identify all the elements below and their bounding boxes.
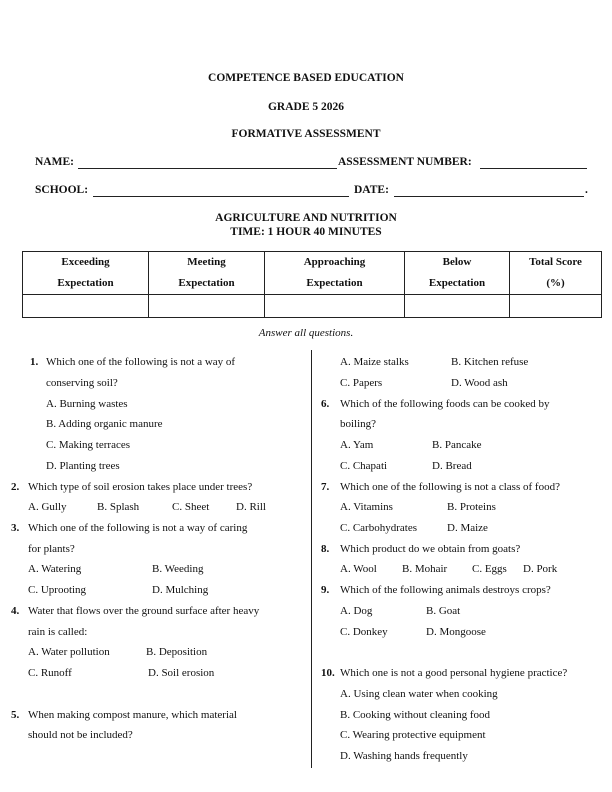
q4-number: 4. bbox=[11, 605, 20, 617]
q9-option-a[interactable]: A. Dog bbox=[340, 605, 373, 617]
q7-option-a[interactable]: A. Vitamins bbox=[340, 501, 393, 513]
school-field[interactable] bbox=[93, 196, 349, 197]
q10-option-a[interactable]: A. Using clean water when cooking bbox=[340, 688, 498, 700]
q6-option-b[interactable]: B. Pancake bbox=[432, 439, 482, 451]
header-assessment: FORMATIVE ASSESSMENT bbox=[231, 128, 381, 140]
score-cell-below[interactable] bbox=[405, 295, 510, 318]
exam-time: TIME: 1 HOUR 40 MINUTES bbox=[230, 226, 382, 238]
score-cell-exceeding[interactable] bbox=[23, 295, 149, 318]
q5-option-b[interactable]: B. Kitchen refuse bbox=[451, 356, 529, 368]
q1-option-c[interactable]: C. Making terraces bbox=[46, 439, 130, 451]
q10-option-b[interactable]: B. Cooking without cleaning food bbox=[340, 709, 491, 721]
score-table bbox=[22, 251, 602, 318]
q7-option-d[interactable]: D. Maize bbox=[447, 522, 488, 534]
q9-option-b[interactable]: B. Goat bbox=[426, 605, 461, 617]
q6-number: 6. bbox=[321, 398, 330, 410]
q5-option-c[interactable]: C. Papers bbox=[340, 377, 383, 389]
q2-option-c[interactable]: C. Sheet bbox=[172, 501, 210, 513]
q5-number: 5. bbox=[11, 709, 20, 721]
q5-option-a[interactable]: A. Maize stalks bbox=[340, 356, 409, 368]
q1-option-d[interactable]: D. Planting trees bbox=[46, 460, 120, 472]
q6-text-line2: boiling? bbox=[340, 418, 377, 430]
q3-option-d[interactable]: D. Mulching bbox=[152, 584, 209, 596]
column-divider bbox=[311, 350, 312, 768]
q1-option-b[interactable]: B. Adding organic manure bbox=[46, 418, 163, 430]
date-end-mark: . bbox=[585, 184, 588, 196]
q9-option-c[interactable]: C. Donkey bbox=[340, 626, 388, 638]
q6-option-d[interactable]: D. Bread bbox=[432, 460, 472, 472]
q5-text-line1: When making compost manure, which material bbox=[28, 709, 237, 721]
q6-option-a[interactable]: A. Yam bbox=[340, 439, 374, 451]
date-label: DATE: bbox=[354, 184, 389, 196]
score-cell-total[interactable] bbox=[510, 295, 602, 318]
q1-number: 1. bbox=[30, 356, 39, 368]
score-cell-meeting[interactable] bbox=[149, 295, 265, 318]
q4-text-line1: Water that flows over the ground surface after heavy bbox=[28, 605, 260, 617]
date-field[interactable] bbox=[394, 196, 584, 197]
q5-text-line2: should not be included? bbox=[28, 729, 133, 741]
score-col-exceeding: Exceeding Expectation bbox=[23, 252, 149, 295]
q8-option-a[interactable]: A. Wool bbox=[340, 563, 377, 575]
q8-option-c[interactable]: C. Eggs bbox=[472, 563, 507, 575]
q8-option-d[interactable]: D. Pork bbox=[523, 563, 558, 575]
score-table-row bbox=[23, 295, 602, 318]
q7-number: 7. bbox=[321, 481, 330, 493]
q4-option-b[interactable]: B. Deposition bbox=[146, 646, 208, 658]
assessment-number-field[interactable] bbox=[480, 168, 587, 169]
score-col-meeting: Meeting Expectation bbox=[149, 252, 265, 295]
q3-text-line2: for plants? bbox=[28, 543, 75, 555]
q10-option-c[interactable]: C. Wearing protective equipment bbox=[340, 729, 486, 741]
q3-option-b[interactable]: B. Weeding bbox=[152, 563, 204, 575]
header-grade: GRADE 5 2026 bbox=[267, 101, 345, 113]
q4-option-c[interactable]: C. Runoff bbox=[28, 667, 72, 679]
q2-option-d[interactable]: D. Rill bbox=[236, 501, 266, 513]
q4-text-line2: rain is called: bbox=[28, 626, 88, 638]
q3-text-line1: Which one of the following is not a way of caring bbox=[28, 522, 248, 534]
q7-option-b[interactable]: B. Proteins bbox=[447, 501, 496, 513]
q8-option-b[interactable]: B. Mohair bbox=[402, 563, 448, 575]
q3-option-c[interactable]: C. Uprooting bbox=[28, 584, 87, 596]
name-label: NAME: bbox=[35, 156, 74, 168]
q9-number: 9. bbox=[321, 584, 330, 596]
q10-text: Which one is not a good personal hygiene practice? bbox=[340, 667, 568, 679]
q5-option-d[interactable]: D. Wood ash bbox=[451, 377, 508, 389]
instruction: Answer all questions. bbox=[258, 327, 354, 339]
q6-text-line1: Which of the following foods can be cooked by bbox=[340, 398, 550, 410]
name-field[interactable] bbox=[78, 168, 337, 169]
q8-number: 8. bbox=[321, 543, 330, 555]
score-cell-approaching[interactable] bbox=[265, 295, 405, 318]
q4-option-a[interactable]: A. Water pollution bbox=[28, 646, 110, 658]
score-col-approaching: Approaching Expectation bbox=[265, 252, 405, 295]
q1-option-a[interactable]: A. Burning wastes bbox=[46, 398, 128, 410]
q2-text: Which type of soil erosion takes place under trees? bbox=[28, 481, 253, 493]
q8-text: Which product do we obtain from goats? bbox=[340, 543, 521, 555]
q4-option-d[interactable]: D. Soil erosion bbox=[148, 667, 215, 679]
q9-option-d[interactable]: D. Mongoose bbox=[426, 626, 486, 638]
q3-option-a[interactable]: A. Watering bbox=[28, 563, 82, 575]
q2-option-a[interactable]: A. Gully bbox=[28, 501, 67, 513]
q9-text: Which of the following animals destroys crops? bbox=[340, 584, 551, 596]
q10-number: 10. bbox=[321, 667, 335, 679]
q3-number: 3. bbox=[11, 522, 20, 534]
score-col-total: Total Score (%) bbox=[510, 252, 602, 295]
score-col-below: Below Expectation bbox=[405, 252, 510, 295]
score-table-header bbox=[23, 252, 602, 295]
q1-text-line1: Which one of the following is not a way of bbox=[46, 356, 236, 368]
assessment-number-label: ASSESSMENT NUMBER: bbox=[338, 156, 472, 168]
q10-option-d[interactable]: D. Washing hands frequently bbox=[340, 750, 468, 762]
subject-title: AGRICULTURE AND NUTRITION bbox=[215, 212, 397, 224]
q2-option-b[interactable]: B. Splash bbox=[97, 501, 140, 513]
q7-text: Which one of the following is not a class of food? bbox=[340, 481, 560, 493]
q2-number: 2. bbox=[11, 481, 20, 493]
q6-option-c[interactable]: C. Chapati bbox=[340, 460, 388, 472]
q1-text-line2: conserving soil? bbox=[46, 377, 118, 389]
school-label: SCHOOL: bbox=[35, 184, 89, 196]
header-title: COMPETENCE BASED EDUCATION bbox=[208, 72, 404, 84]
q7-option-c[interactable]: C. Carbohydrates bbox=[340, 522, 417, 534]
